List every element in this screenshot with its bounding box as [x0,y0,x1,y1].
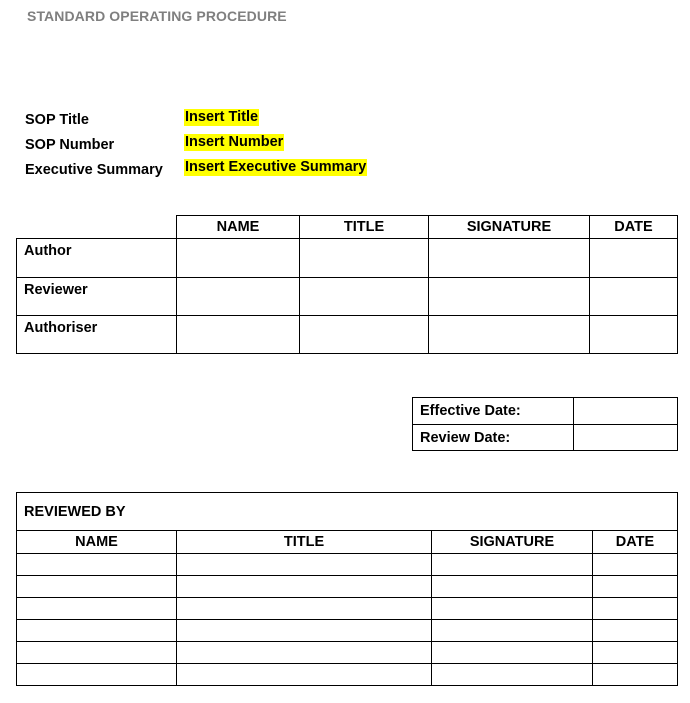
reviewed-title-cell[interactable] [177,620,432,642]
author-name-cell[interactable] [177,239,300,278]
author-title-cell[interactable] [300,239,429,278]
sop-number-label: SOP Number [25,137,115,153]
reviewed-signature-cell[interactable] [432,642,593,664]
signoff-col-date: DATE [590,216,678,239]
reviewed-title-cell[interactable] [177,576,432,598]
signoff-table [16,215,678,354]
reviewed-row [17,554,678,576]
sop-title-value[interactable]: Insert Title [185,109,259,125]
reviewed-name-cell[interactable] [17,598,177,620]
reviewed-name-cell[interactable] [17,576,177,598]
reviewed-title-cell[interactable] [177,642,432,664]
reviewed-row [17,642,678,664]
signoff-row-reviewer [17,278,678,316]
authoriser-date-cell[interactable] [590,316,678,354]
executive-summary-value[interactable]: Insert Executive Summary [185,159,367,175]
reviewer-date-cell[interactable] [590,278,678,316]
reviewed-date-cell[interactable] [593,576,678,598]
reviewed-row [17,576,678,598]
reviewed-name-cell[interactable] [17,642,177,664]
review-date-label: Review Date: [413,425,574,451]
dates-table [412,397,678,451]
author-signature-cell[interactable] [429,239,590,278]
signoff-row-label: Author [17,239,177,278]
reviewed-name-cell[interactable] [17,664,177,686]
effective-date-value[interactable] [574,398,678,425]
reviewed-col-signature: SIGNATURE [432,531,593,554]
reviewer-title-cell[interactable] [300,278,429,316]
signoff-col-title: TITLE [300,216,429,239]
reviewed-date-cell[interactable] [593,554,678,576]
authoriser-name-cell[interactable] [177,316,300,354]
reviewed-signature-cell[interactable] [432,664,593,686]
signoff-row-label: Authoriser [17,316,177,354]
sop-title-label: SOP Title [25,112,89,128]
reviewed-body [17,554,678,686]
sop-number-value[interactable]: Insert Number [185,134,284,150]
effective-date-label: Effective Date: [413,398,574,425]
reviewer-name-cell[interactable] [177,278,300,316]
reviewed-name-cell[interactable] [17,554,177,576]
reviewed-name-cell[interactable] [17,620,177,642]
signoff-col-signature: SIGNATURE [429,216,590,239]
signoff-row-authoriser [17,316,678,354]
reviewed-date-cell[interactable] [593,642,678,664]
reviewed-row [17,620,678,642]
reviewed-signature-cell[interactable] [432,554,593,576]
reviewed-col-title: TITLE [177,531,432,554]
reviewed-col-date: DATE [593,531,678,554]
reviewed-title-cell[interactable] [177,598,432,620]
reviewed-signature-cell[interactable] [432,576,593,598]
signoff-corner [17,216,177,239]
signoff-col-name: NAME [177,216,300,239]
reviewed-title-cell[interactable] [177,664,432,686]
review-date-value[interactable] [574,425,678,451]
reviewed-by-table [16,492,678,686]
authoriser-title-cell[interactable] [300,316,429,354]
reviewed-title-cell[interactable] [177,554,432,576]
reviewed-by-heading: REVIEWED BY [17,493,678,531]
reviewer-signature-cell[interactable] [429,278,590,316]
reviewed-date-cell[interactable] [593,620,678,642]
signoff-row-author [17,239,678,278]
reviewed-row [17,664,678,686]
reviewed-row [17,598,678,620]
author-date-cell[interactable] [590,239,678,278]
signoff-row-label: Reviewer [17,278,177,316]
reviewed-signature-cell[interactable] [432,620,593,642]
reviewed-date-cell[interactable] [593,664,678,686]
reviewed-col-name: NAME [17,531,177,554]
executive-summary-label: Executive Summary [25,162,163,178]
reviewed-signature-cell[interactable] [432,598,593,620]
document-title: STANDARD OPERATING PROCEDURE [27,8,287,24]
authoriser-signature-cell[interactable] [429,316,590,354]
reviewed-date-cell[interactable] [593,598,678,620]
